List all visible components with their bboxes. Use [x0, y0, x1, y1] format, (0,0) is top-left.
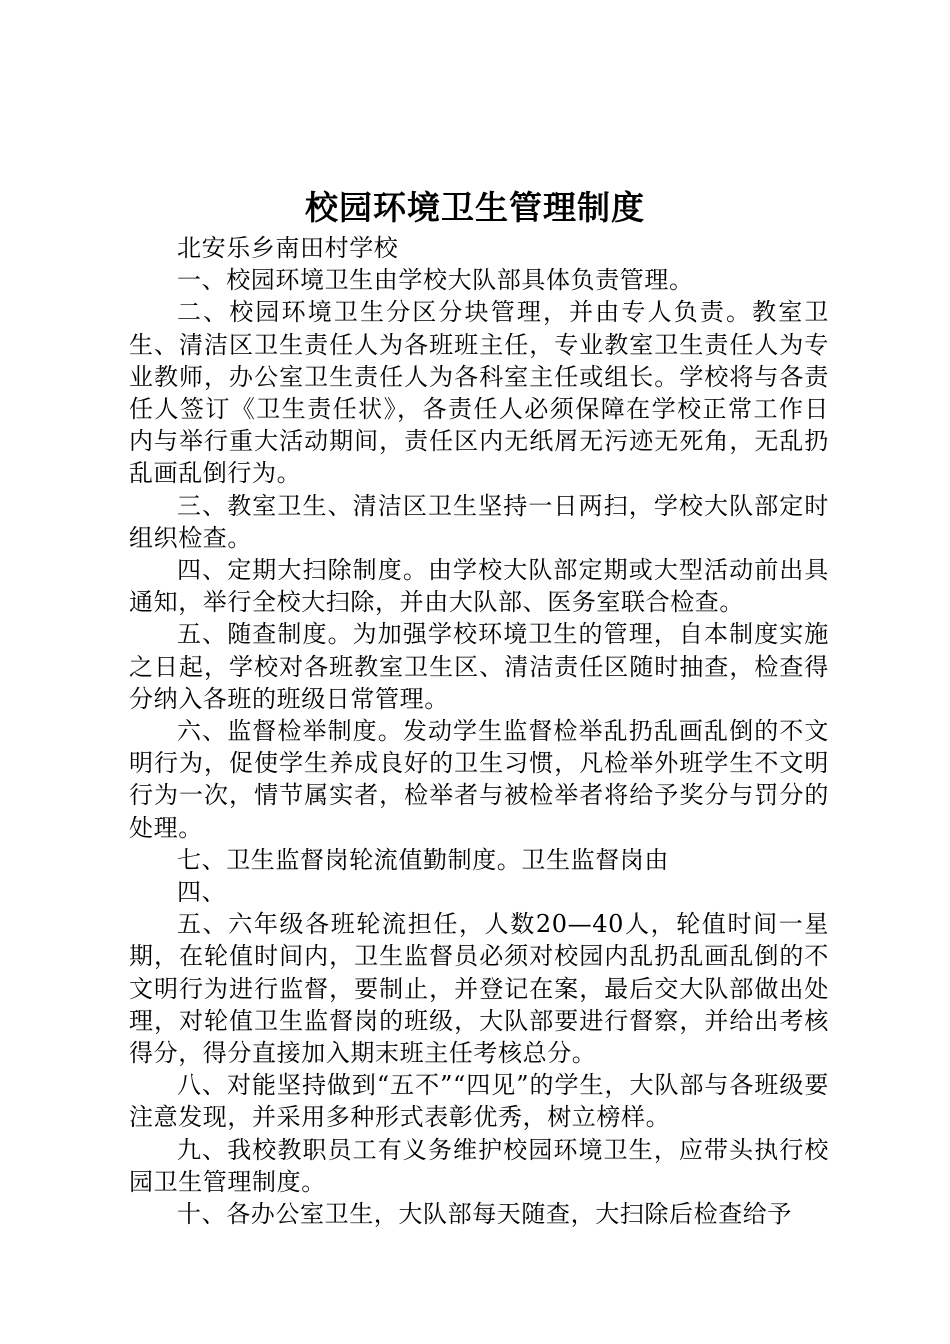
rule-paragraph-1: 一、校园环境卫生由学校大队部具体负责管理。: [177, 266, 694, 295]
rule-paragraph-3: 三、教室卫生、清洁区卫生坚持一日两扫，学校大队部定时组织检查。: [129, 491, 829, 552]
rule-paragraph-7-fragment: 四、: [177, 878, 227, 907]
school-name: 北安乐乡南田村学校: [177, 234, 399, 262]
rule-paragraph-10: 十、各办公室卫生，大队部每天随查，大扫除后检查给予: [177, 1200, 792, 1229]
rule-paragraph-6: 六、监督检举制度。发动学生监督检举乱扔乱画乱倒的不文明行为，促使学生养成良好的卫生习惯，凡检举外班学生不文明行为一次，情节属实者，检举者与被检举者将给予奖分与罚分的处理。: [129, 717, 829, 842]
rule-paragraph-2: 二、校园环境卫生分区分块管理，并由专人负责。教室卫生、清洁区卫生责任人为各班班主任，专业教室卫生责任人为专业教师，办公室卫生责任人为各科室主任或组长。学校将与各责任人签订《卫生责任状》，各责任人必须保障在学校正常工作日内与举行重大活动期间，责任区内无纸屑无污迹无死角，无乱扔乱画乱倒行为。: [129, 298, 829, 488]
rule-paragraph-7-continued: 五、六年级各班轮流担任，人数20—40人，轮值时间一星期，在轮值时间内，卫生监督员必须对校园内乱扔乱画乱倒的不文明行为进行监督，要制止，并登记在案，最后交大队部做出处理，对轮值卫生监督岗的班级，大队部要进行督察，并给出考核得分，得分直接加入期末班主任考核总分。: [129, 910, 829, 1068]
rule-paragraph-9: 九、我校教职员工有义务维护校园环境卫生，应带头执行校园卫生管理制度。: [129, 1135, 829, 1196]
rule-paragraph-5: 五、随查制度。为加强学校环境卫生的管理，自本制度实施之日起，学校对各班教室卫生区、清洁责任区随时抽查，检查得分纳入各班的班级日常管理。: [129, 620, 829, 713]
rule-paragraph-7: 七、卫生监督岗轮流值勤制度。卫生监督岗由: [177, 845, 669, 874]
document-title: 校园环境卫生管理制度: [305, 188, 645, 227]
rule-paragraph-4: 四、定期大扫除制度。由学校大队部定期或大型活动前出具通知，举行全校大扫除，并由大队部、医务室联合检查。: [129, 556, 829, 617]
rule-paragraph-8: 八、对能坚持做到“五不”“四见”的学生，大队部与各班级要注意发现，并采用多种形式表彰优秀，树立榜样。: [129, 1071, 829, 1132]
document-body: [129, 232, 829, 1230]
